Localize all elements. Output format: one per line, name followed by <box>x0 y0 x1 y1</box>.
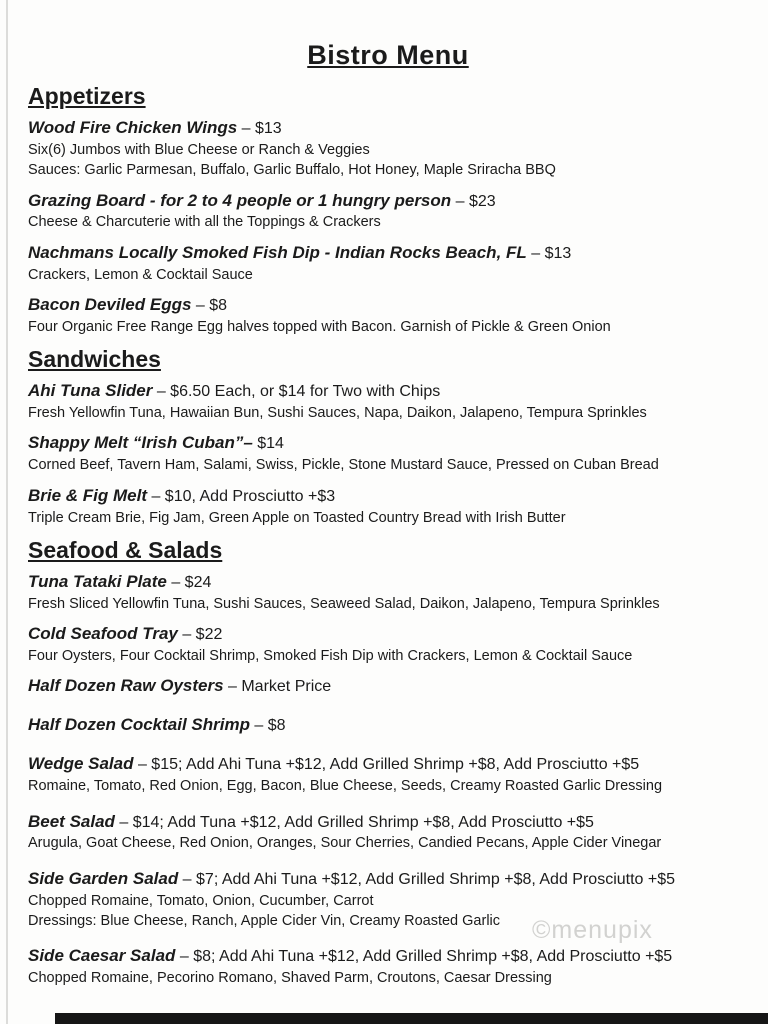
item-price: – $24 <box>166 573 212 591</box>
item-price: $14 <box>252 435 284 453</box>
menu-item-grazing-board <box>28 190 748 233</box>
item-header <box>28 623 748 646</box>
item-name: Half Dozen Cocktail Shrimp <box>28 715 250 735</box>
item-description: Chopped Romaine, Tomato, Onion, Cucumber, Carrot <box>28 892 374 909</box>
menupix-watermark: ©menupix <box>532 916 653 944</box>
item-name: Ahi Tuna Slider <box>28 381 153 401</box>
item-name: Half Dozen Raw Oysters <box>28 676 224 696</box>
item-description: Sauces: Garlic Parmesan, Buffalo, Garlic Buffalo, Hot Honey, Maple Sriracha BBQ <box>28 162 556 179</box>
section-seafood-salads <box>28 537 748 989</box>
item-header <box>28 714 748 737</box>
item-header <box>28 675 748 698</box>
menu-item-cocktail-shrimp <box>28 714 748 737</box>
menu-item-shappy-melt <box>28 432 748 475</box>
item-price: – $8 <box>191 297 228 314</box>
item-name: Side Garden Salad <box>28 868 179 888</box>
item-header <box>28 117 748 140</box>
section-heading-sandwiches: Sandwiches <box>28 346 161 373</box>
item-price: – Market Price <box>223 678 332 696</box>
menu-item-beet-salad <box>28 811 748 854</box>
item-header <box>28 811 748 834</box>
item-name: Shappy Melt “Irish Cuban”– <box>28 433 253 453</box>
item-price: – $15; Add Ahi Tuna +$12, Add Grilled Shrimp +$8, Add Prosciutto +$5 <box>133 756 640 774</box>
item-price: – $23 <box>451 192 496 210</box>
item-price: – $6.50 Each, or $14 for Two with Chips <box>152 383 441 401</box>
item-header <box>28 294 748 317</box>
menu-item-bacon-deviled-eggs <box>28 294 748 337</box>
item-description: Cheese & Charcuterie with all the Toppings & Crackers <box>28 214 381 231</box>
item-name: Cold Seafood Tray <box>28 624 178 644</box>
item-price: – $10, Add Prosciutto +$3 <box>147 487 336 505</box>
section-appetizers <box>28 83 748 337</box>
item-description: Six(6) Jumbos with Blue Cheese or Ranch & Veggies <box>28 141 370 158</box>
section-sandwiches <box>28 346 748 528</box>
item-description: Four Organic Free Range Egg halves topped with Bacon. Garnish of Pickle & Green Onion <box>28 318 611 335</box>
scan-edge-artifact <box>6 0 8 1024</box>
item-name: Bacon Deviled Eggs <box>28 295 192 314</box>
item-header <box>28 945 748 968</box>
item-header <box>28 380 748 403</box>
menu-item-side-caesar-salad <box>28 945 748 988</box>
item-description: Crackers, Lemon & Cocktail Sauce <box>28 266 253 283</box>
menu-item-raw-oysters <box>28 675 748 698</box>
scan-bottom-bar-artifact <box>55 1013 768 1024</box>
menu-item-cold-seafood-tray <box>28 623 748 666</box>
item-name: Tuna Tataki Plate <box>28 571 167 591</box>
item-description: Arugula, Goat Cheese, Red Onion, Oranges, Sour Cherries, Candied Pecans, Apple Cider Vinegar <box>28 835 662 852</box>
item-price: – $8 <box>249 717 286 735</box>
item-description: Dressings: Blue Cheese, Ranch, Apple Cider Vin, Creamy Roasted Garlic <box>28 912 501 929</box>
item-price: – $13 <box>237 120 282 137</box>
item-price: – $13 <box>526 244 572 262</box>
item-name: Grazing Board - for 2 to 4 people or 1 hungry person <box>28 190 452 210</box>
item-name: Wood Fire Chicken Wings <box>28 118 238 137</box>
menu-item-brie-fig-melt <box>28 485 748 528</box>
menu-title: Bistro Menu <box>307 40 469 70</box>
item-description: Fresh Sliced Yellowfin Tuna, Sushi Sauces, Seaweed Salad, Daikon, Jalapeno, Tempura Sprinkles <box>28 595 660 612</box>
item-name: Beet Salad <box>28 811 115 831</box>
section-heading-seafood-salads: Seafood & Salads <box>28 536 223 563</box>
item-price: – $14; Add Tuna +$12, Add Grilled Shrimp +$8, Add Prosciutto +$5 <box>114 813 594 831</box>
menu-item-smoked-fish-dip <box>28 242 748 285</box>
item-header <box>28 190 748 213</box>
item-price: – $8; Add Ahi Tuna +$12, Add Grilled Shrimp +$8, Add Prosciutto +$5 <box>175 948 673 966</box>
item-name: Side Caesar Salad <box>28 946 176 966</box>
item-price: – $7; Add Ahi Tuna +$12, Add Grilled Shrimp +$8, Add Prosciutto +$5 <box>178 870 676 888</box>
item-name: Nachmans Locally Smoked Fish Dip - Indian Rocks Beach, FL <box>28 242 527 262</box>
menu-item-tuna-tataki-plate <box>28 571 748 614</box>
item-name: Wedge Salad <box>28 754 134 774</box>
item-header <box>28 571 748 594</box>
item-description: Chopped Romaine, Pecorino Romano, Shaved Parm, Croutons, Caesar Dressing <box>28 970 552 987</box>
item-description: Triple Cream Brie, Fig Jam, Green Apple on Toasted Country Bread with Irish Butter <box>28 509 566 526</box>
item-header <box>28 432 748 455</box>
menu-item-ahi-tuna-slider <box>28 380 748 423</box>
section-heading-appetizers: Appetizers <box>28 83 146 109</box>
item-description: Four Oysters, Four Cocktail Shrimp, Smoked Fish Dip with Crackers, Lemon & Cocktail Sauce <box>28 648 633 665</box>
item-header <box>28 242 748 265</box>
menu-item-wood-fire-chicken-wings <box>28 117 748 181</box>
menu-item-side-garden-salad <box>28 868 748 932</box>
item-header <box>28 753 748 776</box>
item-header <box>28 485 748 508</box>
item-description: Romaine, Tomato, Red Onion, Egg, Bacon, Blue Cheese, Seeds, Creamy Roasted Garlic Dressing <box>28 778 663 795</box>
item-name: Brie & Fig Melt <box>28 485 148 505</box>
item-description: Fresh Yellowfin Tuna, Hawaiian Bun, Sushi Sauces, Napa, Daikon, Jalapeno, Tempura Sprinkles <box>28 405 647 422</box>
item-header <box>28 868 748 891</box>
menu-item-wedge-salad <box>28 753 748 796</box>
item-description: Corned Beef, Tavern Ham, Salami, Swiss, Pickle, Stone Mustard Sauce, Pressed on Cuban Bread <box>28 457 659 474</box>
item-price: – $22 <box>177 626 223 644</box>
